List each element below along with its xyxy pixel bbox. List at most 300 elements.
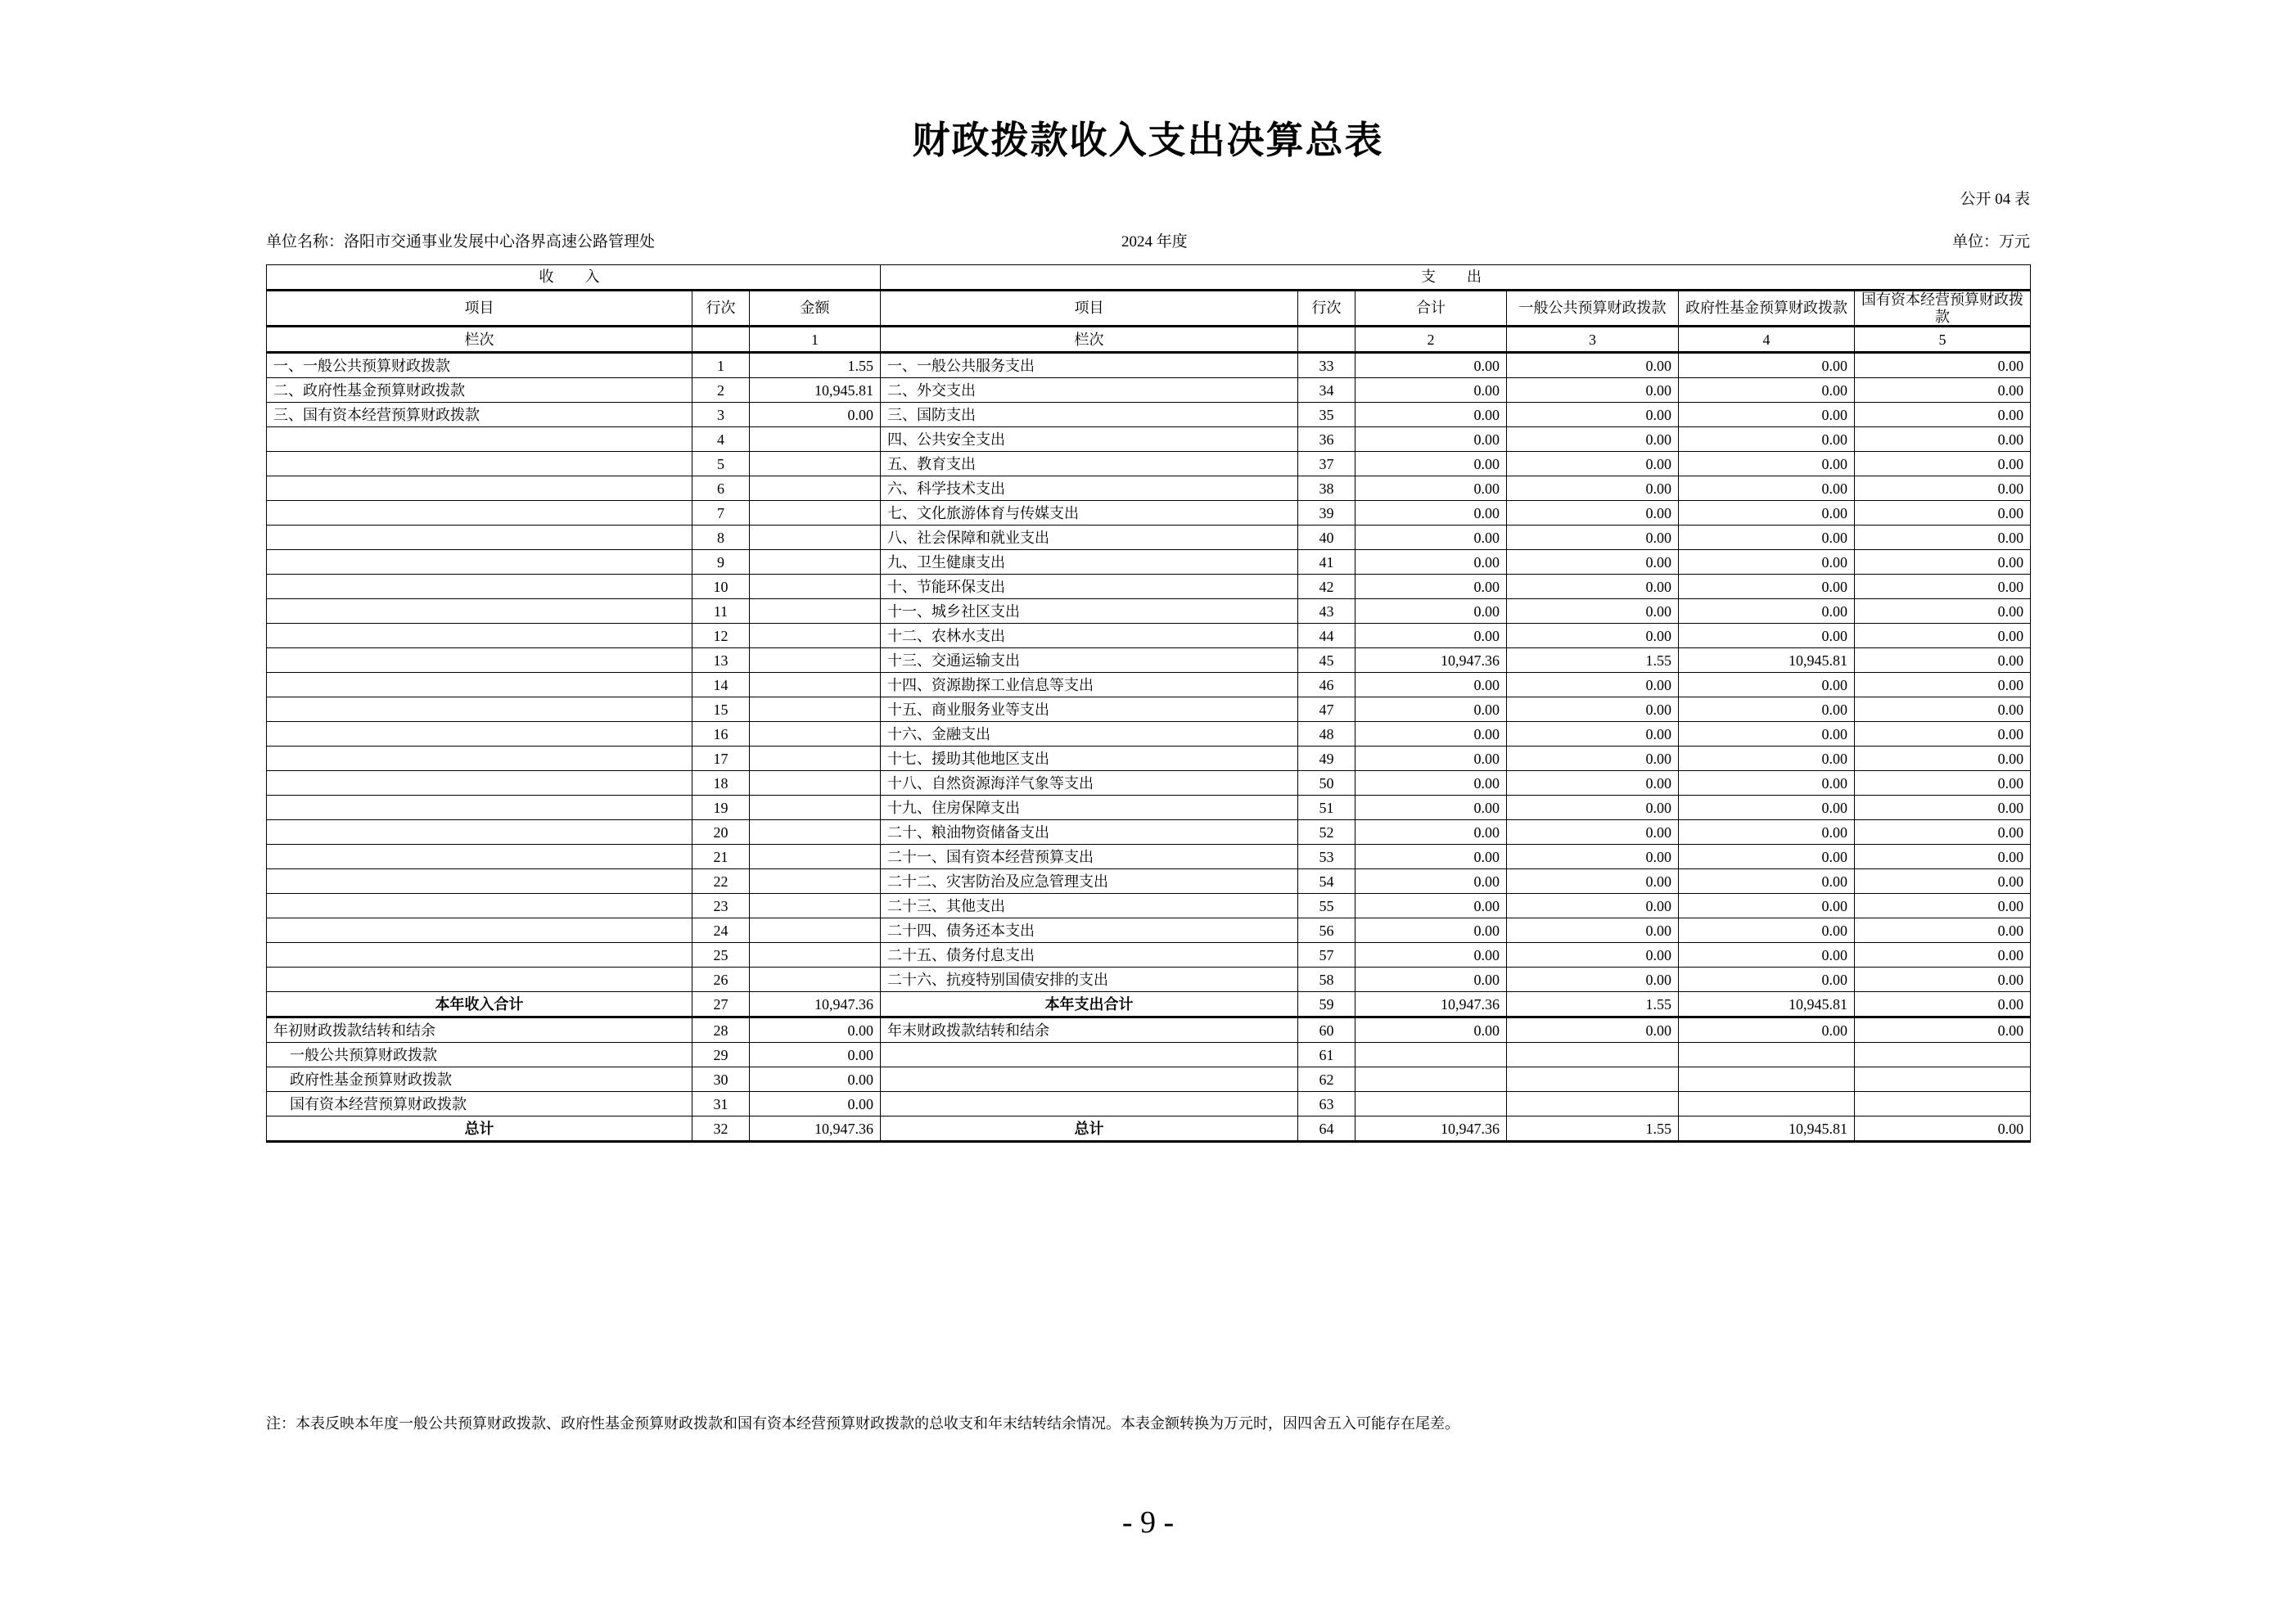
income-line-number: 30	[692, 1067, 750, 1092]
expense-state-capital-value: 0.00	[1855, 550, 2031, 575]
expense-state-capital-value: 0.00	[1855, 697, 2031, 722]
income-amount-value	[750, 869, 881, 894]
expense-total-value: 0.00	[1355, 452, 1507, 476]
income-item-label	[267, 918, 692, 943]
expense-general-public-value: 0.00	[1507, 501, 1679, 526]
expense-state-capital-value: 0.00	[1855, 648, 2031, 673]
income-item-label: 年初财政拨款结转和结余	[267, 1017, 692, 1043]
income-line-number: 18	[692, 771, 750, 796]
income-item-label	[267, 943, 692, 968]
expense-general-public-value: 0.00	[1507, 353, 1679, 378]
expense-state-capital-value: 0.00	[1855, 476, 2031, 501]
income-line-number: 15	[692, 697, 750, 722]
header-income-line: 行次	[692, 291, 750, 327]
expense-general-public-value	[1507, 1043, 1679, 1067]
table-row	[267, 796, 2031, 820]
expense-general-public-value	[1507, 1067, 1679, 1092]
expense-line-number: 39	[1298, 501, 1355, 526]
expense-total-value: 0.00	[1355, 476, 1507, 501]
income-amount-value	[750, 501, 881, 526]
expense-item-label: 十、节能环保支出	[881, 575, 1298, 599]
income-amount-value: 0.00	[750, 403, 881, 427]
expense-gov-fund-value: 0.00	[1679, 1017, 1855, 1043]
expense-gov-fund-value	[1679, 1092, 1855, 1116]
expense-general-public-value: 0.00	[1507, 526, 1679, 550]
expense-total-value: 0.00	[1355, 526, 1507, 550]
table-row	[267, 452, 2031, 476]
expense-total-value: 10,947.36	[1355, 648, 1507, 673]
expense-item-label: 二十一、国有资本经营预算支出	[881, 845, 1298, 869]
expense-general-public-value: 0.00	[1507, 747, 1679, 771]
table-row	[267, 968, 2031, 992]
income-line-number: 16	[692, 722, 750, 747]
metadata-row	[266, 229, 2030, 250]
lanci-expense-fund: 4	[1679, 327, 1855, 353]
expense-line-number: 48	[1298, 722, 1355, 747]
income-item-label	[267, 894, 692, 918]
expense-gov-fund-value: 0.00	[1679, 353, 1855, 378]
expense-total-value: 0.00	[1355, 869, 1507, 894]
table-row	[267, 992, 2031, 1017]
expense-gov-fund-value: 0.00	[1679, 968, 1855, 992]
expense-item-label: 二十五、债务付息支出	[881, 943, 1298, 968]
expense-gov-fund-value: 10,945.81	[1679, 648, 1855, 673]
income-item-label	[267, 697, 692, 722]
expense-item-label	[881, 1092, 1298, 1116]
expense-item-label: 年末财政拨款结转和结余	[881, 1017, 1298, 1043]
income-item-label	[267, 771, 692, 796]
expense-general-public-value: 1.55	[1507, 992, 1679, 1017]
lanci-label-income: 栏次	[267, 327, 692, 353]
expense-total-value: 0.00	[1355, 427, 1507, 452]
expense-item-label: 十一、城乡社区支出	[881, 599, 1298, 624]
income-amount-value	[750, 624, 881, 648]
header-expense-item: 项目	[881, 291, 1298, 327]
expense-gov-fund-value: 0.00	[1679, 894, 1855, 918]
expense-line-number: 34	[1298, 378, 1355, 403]
expense-line-number: 55	[1298, 894, 1355, 918]
income-item-label	[267, 476, 692, 501]
income-line-number: 4	[692, 427, 750, 452]
expense-line-number: 53	[1298, 845, 1355, 869]
expense-item-label: 十七、援助其他地区支出	[881, 747, 1298, 771]
income-amount-value	[750, 476, 881, 501]
expense-item-label: 十六、金融支出	[881, 722, 1298, 747]
expense-general-public-value: 0.00	[1507, 575, 1679, 599]
income-item-label	[267, 526, 692, 550]
expense-general-public-value: 0.00	[1507, 968, 1679, 992]
expense-general-public-value: 0.00	[1507, 845, 1679, 869]
income-line-number: 23	[692, 894, 750, 918]
expense-gov-fund-value: 0.00	[1679, 943, 1855, 968]
expense-item-label: 二十、粮油物资储备支出	[881, 820, 1298, 845]
income-amount-value: 1.55	[750, 353, 881, 378]
expense-item-label: 十八、自然资源海洋气象等支出	[881, 771, 1298, 796]
expense-general-public-value: 0.00	[1507, 403, 1679, 427]
income-item-label	[267, 550, 692, 575]
expense-state-capital-value: 0.00	[1855, 599, 2031, 624]
income-line-number: 25	[692, 943, 750, 968]
lanci-expense-general: 3	[1507, 327, 1679, 353]
expense-total-value: 0.00	[1355, 845, 1507, 869]
expense-state-capital-value: 0.00	[1855, 1017, 2031, 1043]
income-amount-value	[750, 427, 881, 452]
expense-line-number: 49	[1298, 747, 1355, 771]
expense-total-value: 0.00	[1355, 599, 1507, 624]
income-line-number: 22	[692, 869, 750, 894]
expense-gov-fund-value: 0.00	[1679, 501, 1855, 526]
expense-total-value: 0.00	[1355, 796, 1507, 820]
header-expense-total: 合计	[1355, 291, 1507, 327]
income-amount-value	[750, 943, 881, 968]
expense-total-value: 0.00	[1355, 1017, 1507, 1043]
expense-gov-fund-value	[1679, 1067, 1855, 1092]
expense-line-number: 33	[1298, 353, 1355, 378]
expense-line-number: 60	[1298, 1017, 1355, 1043]
income-item-label	[267, 452, 692, 476]
expense-state-capital-value: 0.00	[1855, 894, 2031, 918]
expense-total-value: 0.00	[1355, 747, 1507, 771]
expense-general-public-value: 0.00	[1507, 476, 1679, 501]
expense-state-capital-value: 0.00	[1855, 968, 2031, 992]
table-row	[267, 501, 2031, 526]
expense-item-label: 二、外交支出	[881, 378, 1298, 403]
expense-line-number: 61	[1298, 1043, 1355, 1067]
expense-line-number: 43	[1298, 599, 1355, 624]
expense-item-label: 十五、商业服务业等支出	[881, 697, 1298, 722]
expense-line-number: 47	[1298, 697, 1355, 722]
income-line-number: 24	[692, 918, 750, 943]
expense-line-number: 38	[1298, 476, 1355, 501]
expense-state-capital-value: 0.00	[1855, 771, 2031, 796]
income-amount-value: 0.00	[750, 1043, 881, 1067]
income-amount-value	[750, 452, 881, 476]
income-amount-value	[750, 771, 881, 796]
expense-total-value: 0.00	[1355, 378, 1507, 403]
expense-gov-fund-value: 0.00	[1679, 869, 1855, 894]
lanci-expense-line	[1298, 327, 1355, 353]
income-amount-value	[750, 845, 881, 869]
expense-gov-fund-value: 0.00	[1679, 820, 1855, 845]
expense-general-public-value: 0.00	[1507, 378, 1679, 403]
expense-item-label: 五、教育支出	[881, 452, 1298, 476]
expense-general-public-value: 0.00	[1507, 722, 1679, 747]
income-line-number: 12	[692, 624, 750, 648]
expense-state-capital-value: 0.00	[1855, 624, 2031, 648]
table-row	[267, 353, 2031, 378]
income-item-label: 总计	[267, 1116, 692, 1142]
table-footnote: 注：本表反映本年度一般公共预算财政拨款、政府性基金预算财政拨款和国有资本经营预算财政拨款的总收支和年末结转结余情况。本表金额转换为万元时，因四舍五入可能存在尾差。	[266, 1415, 1459, 1432]
table-row	[267, 1017, 2031, 1043]
expense-general-public-value: 0.00	[1507, 550, 1679, 575]
expense-state-capital-value: 0.00	[1855, 452, 2031, 476]
income-amount-value: 10,945.81	[750, 378, 881, 403]
income-line-number: 10	[692, 575, 750, 599]
expense-state-capital-value: 0.00	[1855, 869, 2031, 894]
expense-general-public-value	[1507, 1092, 1679, 1116]
expense-total-value	[1355, 1092, 1507, 1116]
income-item-label	[267, 624, 692, 648]
expense-line-number: 36	[1298, 427, 1355, 452]
income-item-label	[267, 845, 692, 869]
unit-name-label: 单位名称：洛阳市交通事业发展中心洛界高速公路管理处	[266, 233, 656, 250]
expense-line-number: 54	[1298, 869, 1355, 894]
expense-state-capital-value: 0.00	[1855, 820, 2031, 845]
expense-state-capital-value: 0.00	[1855, 403, 2031, 427]
expense-item-label: 十三、交通运输支出	[881, 648, 1298, 673]
expense-line-number: 64	[1298, 1116, 1355, 1142]
expense-general-public-value: 0.00	[1507, 599, 1679, 624]
expense-general-public-value: 0.00	[1507, 624, 1679, 648]
expense-total-value: 0.00	[1355, 575, 1507, 599]
lanci-expense-capital: 5	[1855, 327, 2031, 353]
income-item-label	[267, 869, 692, 894]
expense-total-value: 0.00	[1355, 943, 1507, 968]
table-row	[267, 1067, 2031, 1092]
expense-item-label: 九、卫生健康支出	[881, 550, 1298, 575]
expense-general-public-value: 1.55	[1507, 648, 1679, 673]
expense-state-capital-value: 0.00	[1855, 1116, 2031, 1142]
table-row	[267, 624, 2031, 648]
sheet-code-label: 公开 04 表	[1960, 191, 2030, 208]
income-item-label: 一、一般公共预算财政拨款	[267, 353, 692, 378]
amount-unit-label: 单位：万元	[1951, 233, 2030, 250]
table-row	[267, 1043, 2031, 1067]
income-line-number: 3	[692, 403, 750, 427]
expense-line-number: 37	[1298, 452, 1355, 476]
expense-general-public-value: 0.00	[1507, 820, 1679, 845]
expense-line-number: 62	[1298, 1067, 1355, 1092]
income-item-label	[267, 796, 692, 820]
income-line-number: 1	[692, 353, 750, 378]
expense-total-value: 0.00	[1355, 550, 1507, 575]
expense-item-label: 四、公共安全支出	[881, 427, 1298, 452]
expense-line-number: 46	[1298, 673, 1355, 697]
expense-total-value: 0.00	[1355, 968, 1507, 992]
table-row	[267, 476, 2031, 501]
income-line-number: 29	[692, 1043, 750, 1067]
expense-item-label: 三、国防支出	[881, 403, 1298, 427]
expense-total-value: 0.00	[1355, 624, 1507, 648]
table-row	[267, 820, 2031, 845]
expense-state-capital-value: 0.00	[1855, 943, 2031, 968]
income-amount-value	[750, 673, 881, 697]
income-item-label	[267, 722, 692, 747]
page-title: 财政拨款收入支出决算总表	[912, 120, 1384, 161]
header-expense-state-capital: 国有资本经营预算财政拨款	[1855, 291, 2031, 327]
table-row	[267, 1116, 2031, 1142]
table-row	[267, 599, 2031, 624]
expense-line-number: 35	[1298, 403, 1355, 427]
income-item-label: 一般公共预算财政拨款	[267, 1043, 692, 1067]
expense-item-label: 十二、农林水支出	[881, 624, 1298, 648]
income-amount-value: 0.00	[750, 1017, 881, 1043]
expense-line-number: 52	[1298, 820, 1355, 845]
expense-line-number: 56	[1298, 918, 1355, 943]
expense-gov-fund-value: 0.00	[1679, 550, 1855, 575]
income-amount-value: 10,947.36	[750, 1116, 881, 1142]
expense-gov-fund-value: 0.00	[1679, 526, 1855, 550]
expense-gov-fund-value: 0.00	[1679, 722, 1855, 747]
expense-state-capital-value: 0.00	[1855, 501, 2031, 526]
income-amount-value	[750, 599, 881, 624]
expense-general-public-value: 0.00	[1507, 796, 1679, 820]
expense-state-capital-value: 0.00	[1855, 845, 2031, 869]
expense-gov-fund-value: 0.00	[1679, 747, 1855, 771]
expense-state-capital-value: 0.00	[1855, 747, 2031, 771]
expense-item-label	[881, 1043, 1298, 1067]
expense-general-public-value: 0.00	[1507, 427, 1679, 452]
income-item-label	[267, 427, 692, 452]
table-row	[267, 747, 2031, 771]
expense-total-value: 0.00	[1355, 403, 1507, 427]
expense-gov-fund-value: 0.00	[1679, 452, 1855, 476]
header-income-amount: 金额	[750, 291, 881, 327]
expense-total-value: 0.00	[1355, 820, 1507, 845]
expense-state-capital-value: 0.00	[1855, 992, 2031, 1017]
expense-item-label: 二十六、抗疫特别国债安排的支出	[881, 968, 1298, 992]
expense-gov-fund-value: 0.00	[1679, 378, 1855, 403]
income-line-number: 7	[692, 501, 750, 526]
table-row	[267, 918, 2031, 943]
expense-total-value: 0.00	[1355, 722, 1507, 747]
expense-item-label: 二十二、灾害防治及应急管理支出	[881, 869, 1298, 894]
income-line-number: 17	[692, 747, 750, 771]
table-row	[267, 648, 2031, 673]
income-amount-value	[750, 747, 881, 771]
expense-general-public-value: 0.00	[1507, 918, 1679, 943]
expense-item-label: 八、社会保障和就业支出	[881, 526, 1298, 550]
expense-total-value: 10,947.36	[1355, 992, 1507, 1017]
expense-total-value: 0.00	[1355, 918, 1507, 943]
expense-line-number: 51	[1298, 796, 1355, 820]
expense-total-value	[1355, 1043, 1507, 1067]
income-amount-value	[750, 722, 881, 747]
expense-item-label: 二十三、其他支出	[881, 894, 1298, 918]
expense-gov-fund-value: 0.00	[1679, 796, 1855, 820]
table-row	[267, 722, 2031, 747]
expense-general-public-value: 0.00	[1507, 869, 1679, 894]
income-amount-value	[750, 918, 881, 943]
expense-total-value: 0.00	[1355, 771, 1507, 796]
table-row	[267, 845, 2031, 869]
income-item-label	[267, 820, 692, 845]
expense-gov-fund-value: 0.00	[1679, 624, 1855, 648]
income-line-number: 6	[692, 476, 750, 501]
expense-total-value: 0.00	[1355, 673, 1507, 697]
income-amount-value	[750, 820, 881, 845]
expense-state-capital-value: 0.00	[1855, 526, 2031, 550]
income-line-number: 2	[692, 378, 750, 403]
expense-line-number: 59	[1298, 992, 1355, 1017]
header-expense-line: 行次	[1298, 291, 1355, 327]
table-row	[267, 894, 2031, 918]
expense-state-capital-value: 0.00	[1855, 575, 2031, 599]
income-line-number: 31	[692, 1092, 750, 1116]
expense-gov-fund-value: 0.00	[1679, 575, 1855, 599]
income-line-number: 28	[692, 1017, 750, 1043]
income-line-number: 11	[692, 599, 750, 624]
table-row	[267, 378, 2031, 403]
income-item-label	[267, 575, 692, 599]
income-line-number: 26	[692, 968, 750, 992]
expense-line-number: 50	[1298, 771, 1355, 796]
table-row	[267, 575, 2031, 599]
expense-general-public-value: 0.00	[1507, 1017, 1679, 1043]
expense-item-label: 一、一般公共服务支出	[881, 353, 1298, 378]
expense-gov-fund-value: 0.00	[1679, 599, 1855, 624]
expense-total-value: 0.00	[1355, 501, 1507, 526]
expense-state-capital-value: 0.00	[1855, 918, 2031, 943]
table-row	[267, 771, 2031, 796]
table-row	[267, 943, 2031, 968]
income-item-label: 政府性基金预算财政拨款	[267, 1067, 692, 1092]
expense-state-capital-value: 0.00	[1855, 722, 2031, 747]
income-amount-value	[750, 575, 881, 599]
income-item-label	[267, 747, 692, 771]
income-amount-value: 0.00	[750, 1092, 881, 1116]
table-row	[267, 869, 2031, 894]
income-section-title: 收 入	[267, 265, 881, 291]
header-expense-general-public: 一般公共预算财政拨款	[1507, 291, 1679, 327]
expense-item-label: 十九、住房保障支出	[881, 796, 1298, 820]
lanci-income-line	[692, 327, 750, 353]
table-row	[267, 427, 2031, 452]
expense-line-number: 57	[1298, 943, 1355, 968]
table-row	[267, 673, 2031, 697]
expense-item-label: 十四、资源勘探工业信息等支出	[881, 673, 1298, 697]
expense-total-value: 0.00	[1355, 894, 1507, 918]
fiscal-year-label: 2024 年度	[1121, 233, 1188, 250]
expense-total-value: 10,947.36	[1355, 1116, 1507, 1142]
expense-general-public-value: 1.55	[1507, 1116, 1679, 1142]
expense-total-value: 0.00	[1355, 353, 1507, 378]
expense-item-label: 七、文化旅游体育与传媒支出	[881, 501, 1298, 526]
income-item-label	[267, 673, 692, 697]
income-amount-value	[750, 648, 881, 673]
expense-state-capital-value: 0.00	[1855, 673, 2031, 697]
expense-line-number: 63	[1298, 1092, 1355, 1116]
expense-state-capital-value	[1855, 1067, 2031, 1092]
income-amount-value	[750, 697, 881, 722]
income-line-number: 9	[692, 550, 750, 575]
income-amount-value	[750, 968, 881, 992]
expense-gov-fund-value: 0.00	[1679, 673, 1855, 697]
expense-general-public-value: 0.00	[1507, 894, 1679, 918]
income-amount-value	[750, 796, 881, 820]
lanci-label-expense: 栏次	[881, 327, 1298, 353]
fiscal-appropriation-summary-table	[266, 264, 2031, 1143]
expense-gov-fund-value: 0.00	[1679, 918, 1855, 943]
lanci-expense-total: 2	[1355, 327, 1507, 353]
expense-general-public-value: 0.00	[1507, 697, 1679, 722]
income-line-number: 20	[692, 820, 750, 845]
income-line-number: 19	[692, 796, 750, 820]
income-amount-value	[750, 550, 881, 575]
income-line-number: 27	[692, 992, 750, 1017]
expense-general-public-value: 0.00	[1507, 673, 1679, 697]
expense-gov-fund-value	[1679, 1043, 1855, 1067]
expense-state-capital-value: 0.00	[1855, 427, 2031, 452]
income-item-label	[267, 968, 692, 992]
page-number: - 9 -	[1121, 1505, 1175, 1540]
expense-line-number: 42	[1298, 575, 1355, 599]
header-income-item: 项目	[267, 291, 692, 327]
income-line-number: 21	[692, 845, 750, 869]
expense-state-capital-value	[1855, 1092, 2031, 1116]
expense-item-label: 本年支出合计	[881, 992, 1298, 1017]
income-amount-value	[750, 526, 881, 550]
